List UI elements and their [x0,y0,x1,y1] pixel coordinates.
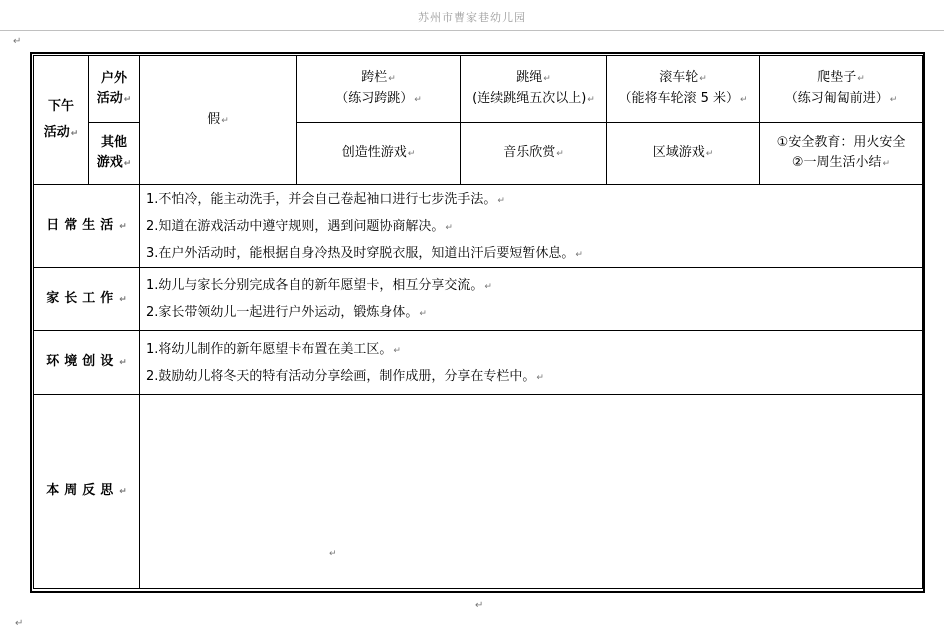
margin-mark-top-left: ↵ [13,36,22,47]
daily-life-row [34,185,923,268]
outdoor-item-1-detail: （练习跨跳） [335,91,414,106]
afternoon-label-line1: 下午 [47,98,74,114]
daily-life-content: 1.不怕冷，能主动洗手，并会自己卷起袖口进行七步洗手法。↵ 2.知道在游戏活动中遵守规则，遇到问题协商解决。↵ 3.在户外活动时，能根据自身冷热及时穿脱衣服，知道出汗后要短暂休息。↵ [140,185,923,268]
reflection-label: 本周反思 [46,483,119,498]
other-item-3-text: 区域游戏 [652,145,705,160]
reflection-label-cell: 本周反思↵ [34,395,140,589]
other-label-cell: 其他 游戏↵ [89,123,140,185]
weekly-plan-table [33,55,923,589]
other-item-1-text: 创造性游戏 [341,145,407,160]
other-item-4-line2: ②一周生活小结 [791,155,882,170]
outdoor-item-4-detail: （练习匍匐前进） [784,91,889,106]
page-header-title: 苏州市曹家巷幼儿园 [418,11,526,24]
daily-life-item-3: 3.在户外活动时，能根据自身冷热及时穿脱衣服，知道出汗后要短暂休息。 [146,245,575,261]
margin-mark-bottom-left: ↵ [15,618,24,629]
outdoor-item-2: 跳绳↵ (连续跳绳五次以上)↵ [461,56,607,123]
holiday-text: 假 [207,111,221,127]
holiday-cell: 假↵ [140,56,297,185]
header-divider [0,30,944,31]
parents-label: 家长工作 [46,290,119,306]
outdoor-item-1: 跨栏↵ （练习跨跳）↵ [297,56,461,123]
outdoor-label-line2: 活动 [96,90,123,106]
other-label-line2: 游戏 [96,155,123,170]
environment-content: 1.将幼儿制作的新年愿望卡布置在美工区。↵ 2.鼓励幼儿将冬天的特有活动分享绘画，制作成册，分享在专栏中。↵ [140,331,923,395]
outdoor-item-4-name: 爬垫子 [817,70,857,85]
daily-life-item-2: 2.知道在游戏活动中遵守规则，遇到问题协商解决。 [146,218,445,234]
parents-item-2: 2.家长带领幼儿一起进行户外运动，锻炼身体。 [146,305,419,320]
reflection-content: ↵ [140,395,923,589]
other-item-1: 创造性游戏↵ [297,123,461,185]
outdoor-item-2-detail: (连续跳绳五次以上) [472,91,587,106]
environment-label: 环境创设 [46,354,119,369]
other-item-4: ①安全教育：用火安全 ②一周生活小结↵ [760,123,923,185]
environment-label-cell: 环境创设↵ [34,331,140,395]
other-item-2-text: 音乐欣赏 [503,145,556,160]
environment-item-1: 1.将幼儿制作的新年愿望卡布置在美工区。 [146,341,393,357]
outdoor-item-3-name: 滚车轮 [659,70,699,85]
daily-life-item-1: 1.不怕冷，能主动洗手，并会自己卷起袖口进行七步洗手法。 [146,191,497,207]
daily-life-label-cell: 日常生活↵ [34,185,140,268]
parents-label-cell: 家长工作↵ [34,268,140,331]
afternoon-outdoor-row [34,56,923,123]
outdoor-item-3: 滚车轮↵ （能将车轮滚 5 米）↵ [607,56,760,123]
other-label-line1: 其他 [100,135,127,150]
parents-row [34,268,923,331]
outdoor-item-3-detail: （能将车轮滚 5 米） [618,91,739,106]
environment-item-2: 2.鼓励幼儿将冬天的特有活动分享绘画，制作成册，分享在专栏中。 [146,368,536,384]
reflection-row [34,395,923,589]
outdoor-item-4: 爬垫子↵ （练习匍匐前进）↵ [760,56,923,123]
outdoor-item-2-name: 跳绳 [516,70,543,85]
parents-item-1: 1.幼儿与家长分别完成各自的新年愿望卡，相互分享交流。 [146,278,484,293]
parents-content: 1.幼儿与家长分别完成各自的新年愿望卡，相互分享交流。↵ 2.家长带领幼儿一起进行户外运动，锻炼身体。↵ [140,268,923,331]
paragraph-mark-bottom: ↵ [475,600,484,611]
afternoon-label-cell: 下午 活动↵ [34,56,89,185]
afternoon-label-line2: 活动 [43,124,70,140]
other-item-4-line1: ①安全教育：用火安全 [776,135,906,150]
other-item-2: 音乐欣赏↵ [461,123,607,185]
outdoor-label-line1: 户外 [100,70,127,86]
environment-row [34,331,923,395]
other-item-3: 区域游戏↵ [607,123,760,185]
outdoor-item-1-name: 跨栏 [361,70,388,85]
outdoor-label-cell: 户外 活动↵ [89,56,140,123]
daily-life-label: 日常生活 [46,217,119,233]
